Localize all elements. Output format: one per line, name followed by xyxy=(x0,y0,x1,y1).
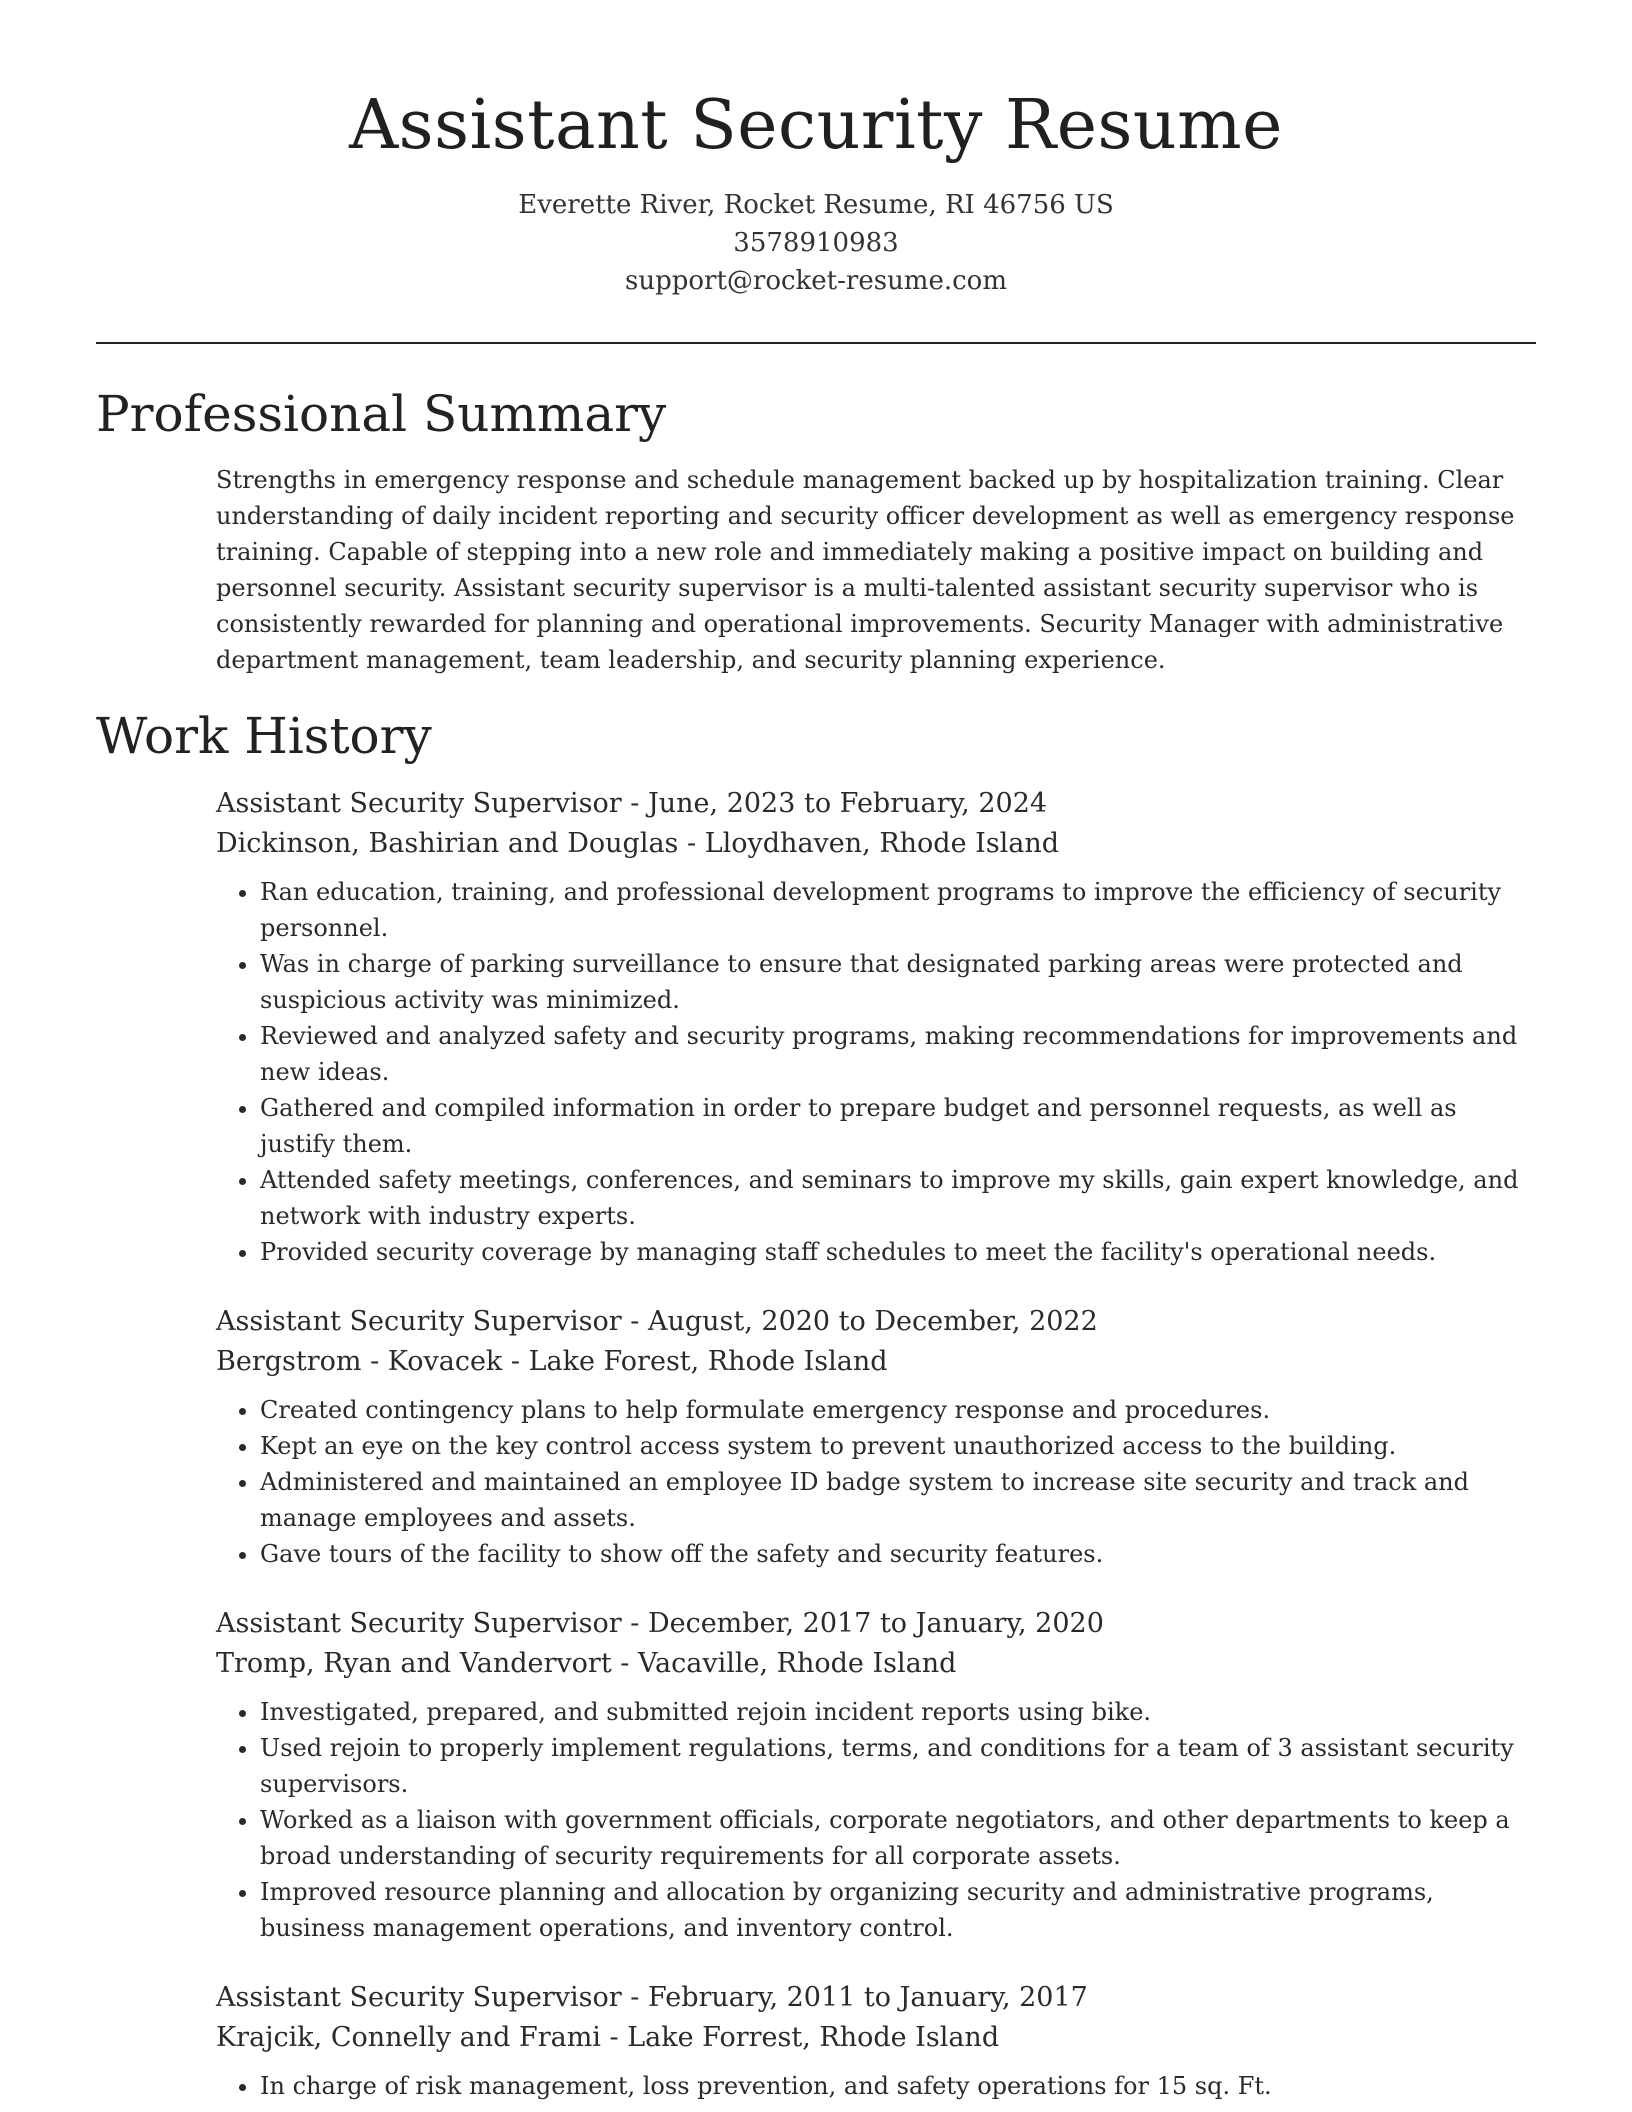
job-title-line: Assistant Security Supervisor - February, 2011 to January, 2017 xyxy=(216,1982,1088,2013)
job-dates: February, 2011 to January, 2017 xyxy=(647,1982,1088,2013)
job-company: Bergstrom - Kovacek xyxy=(216,1346,503,1377)
job-bullet: • Attended safety meetings, conferences, and seminars to improve my skills, gain expert knowledge, and network with industry experts. xyxy=(260,1162,1536,1234)
job-entry xyxy=(216,1302,1536,1572)
job-bullet: • Kept an eye on the key control access system to prevent unauthorized access to the building. xyxy=(260,1428,1536,1464)
section-heading-summary: Professional Summary xyxy=(96,385,667,443)
job-company-line: Tromp, Ryan and Vandervort - Vacaville, Rhode Island xyxy=(216,1648,957,1679)
job-bullet: • Ran education, training, and professional development programs to improve the efficiency of security personnel. xyxy=(260,874,1536,946)
job-bullet: • In charge of risk management, loss prevention, and safety operations for 15 sq. Ft. xyxy=(260,2068,1536,2104)
contact-info xyxy=(96,186,1536,300)
contact-address: Everette River, Rocket Resume, RI 46756 US xyxy=(518,190,1114,220)
section-heading-work: Work History xyxy=(96,707,432,765)
job-title: Assistant Security Supervisor xyxy=(216,788,622,819)
job-bullet: • Used rejoin to properly implement regulations, terms, and conditions for a team of 3 assistant security supervisors. xyxy=(260,1730,1536,1802)
job-dates: December, 2017 to January, 2020 xyxy=(647,1608,1104,1639)
job-company-line: Bergstrom - Kovacek - Lake Forest, Rhode Island xyxy=(216,1346,888,1377)
job-title: Assistant Security Supervisor xyxy=(216,1982,622,2013)
job-bullet: • Worked as a liaison with government officials, corporate negotiators, and other departments to keep a broad understanding of security requirements for all corporate assets. xyxy=(260,1802,1536,1874)
job-location: Lloydhaven, Rhode Island xyxy=(704,828,1060,859)
job-bullet-list xyxy=(216,1694,1536,1946)
job-company-line: Krajcik, Connelly and Frami - Lake Forrest, Rhode Island xyxy=(216,2022,1000,2053)
job-title: Assistant Security Supervisor xyxy=(216,1608,622,1639)
job-bullet: • Provided security coverage by managing staff schedules to meet the facility's operational needs. xyxy=(260,1234,1536,1270)
job-company: Dickinson, Bashirian and Douglas xyxy=(216,828,679,859)
resume-header xyxy=(96,84,1536,300)
job-bullet-list xyxy=(216,874,1536,1270)
job-company: Tromp, Ryan and Vandervort xyxy=(216,1648,612,1679)
contact-email: support@rocket-resume.com xyxy=(624,266,1007,296)
job-bullet-list xyxy=(216,2068,1536,2104)
contact-phone: 3578910983 xyxy=(733,228,899,258)
job-bullet: • Administered and maintained an employee ID badge system to increase site security and track and manage employees and assets. xyxy=(260,1464,1536,1536)
job-dates: August, 2020 to December, 2022 xyxy=(647,1306,1098,1337)
job-title: Assistant Security Supervisor xyxy=(216,1306,622,1337)
job-company-line: Dickinson, Bashirian and Douglas - Lloydhaven, Rhode Island xyxy=(216,828,1060,859)
resume-body xyxy=(96,380,1536,2104)
job-dates: June, 2023 to February, 2024 xyxy=(647,788,1048,819)
job-bullet-list xyxy=(216,1392,1536,1572)
job-bullet: • Was in charge of parking surveillance to ensure that designated parking areas were protected and suspicious activity was minimized. xyxy=(260,946,1536,1018)
job-location: Lake Forrest, Rhode Island xyxy=(627,2022,1000,2053)
work-history-section xyxy=(96,702,1536,2104)
job-bullet: • Gathered and compiled information in order to prepare budget and personnel requests, as well as justify them. xyxy=(260,1090,1536,1162)
job-title-line: Assistant Security Supervisor - August, 2020 to December, 2022 xyxy=(216,1306,1098,1337)
job-company: Krajcik, Connelly and Frami xyxy=(216,2022,601,2053)
job-entry xyxy=(216,1604,1536,1946)
professional-summary-section xyxy=(96,380,1536,678)
job-location: Vacaville, Rhode Island xyxy=(638,1648,957,1679)
job-entry xyxy=(216,1978,1536,2104)
job-bullet: • Reviewed and analyzed safety and security programs, making recommendations for improvements and new ideas. xyxy=(260,1018,1536,1090)
job-bullet: • Investigated, prepared, and submitted rejoin incident reports using bike. xyxy=(260,1694,1536,1730)
job-bullet: • Improved resource planning and allocation by organizing security and administrative programs, business management operations, and inventory control. xyxy=(260,1874,1536,1946)
job-title-line: Assistant Security Supervisor - June, 2023 to February, 2024 xyxy=(216,788,1048,819)
resume-title: Assistant Security Resume xyxy=(349,86,1283,165)
summary-text: Strengths in emergency response and schedule management backed up by hospitalization training. Clear understanding of daily incident reporting and security officer development as well as emergency response training. Capable of stepping into a new role and immediately making a positive impact on building and personnel security. Assistant security supervisor is a multi-talented assistant security supervisor who is consistently rewarded for planning and operational improvements. Security Manager with administrative department management, team leadership, and security planning experience. xyxy=(216,466,1515,674)
job-location: Lake Forest, Rhode Island xyxy=(528,1346,888,1377)
job-entry xyxy=(216,784,1536,1270)
job-bullet: • Created contingency plans to help formulate emergency response and procedures. xyxy=(260,1392,1536,1428)
job-bullet: • Gave tours of the facility to show off the safety and security features. xyxy=(260,1536,1536,1572)
job-title-line: Assistant Security Supervisor - December, 2017 to January, 2020 xyxy=(216,1608,1104,1639)
header-divider xyxy=(96,342,1536,344)
